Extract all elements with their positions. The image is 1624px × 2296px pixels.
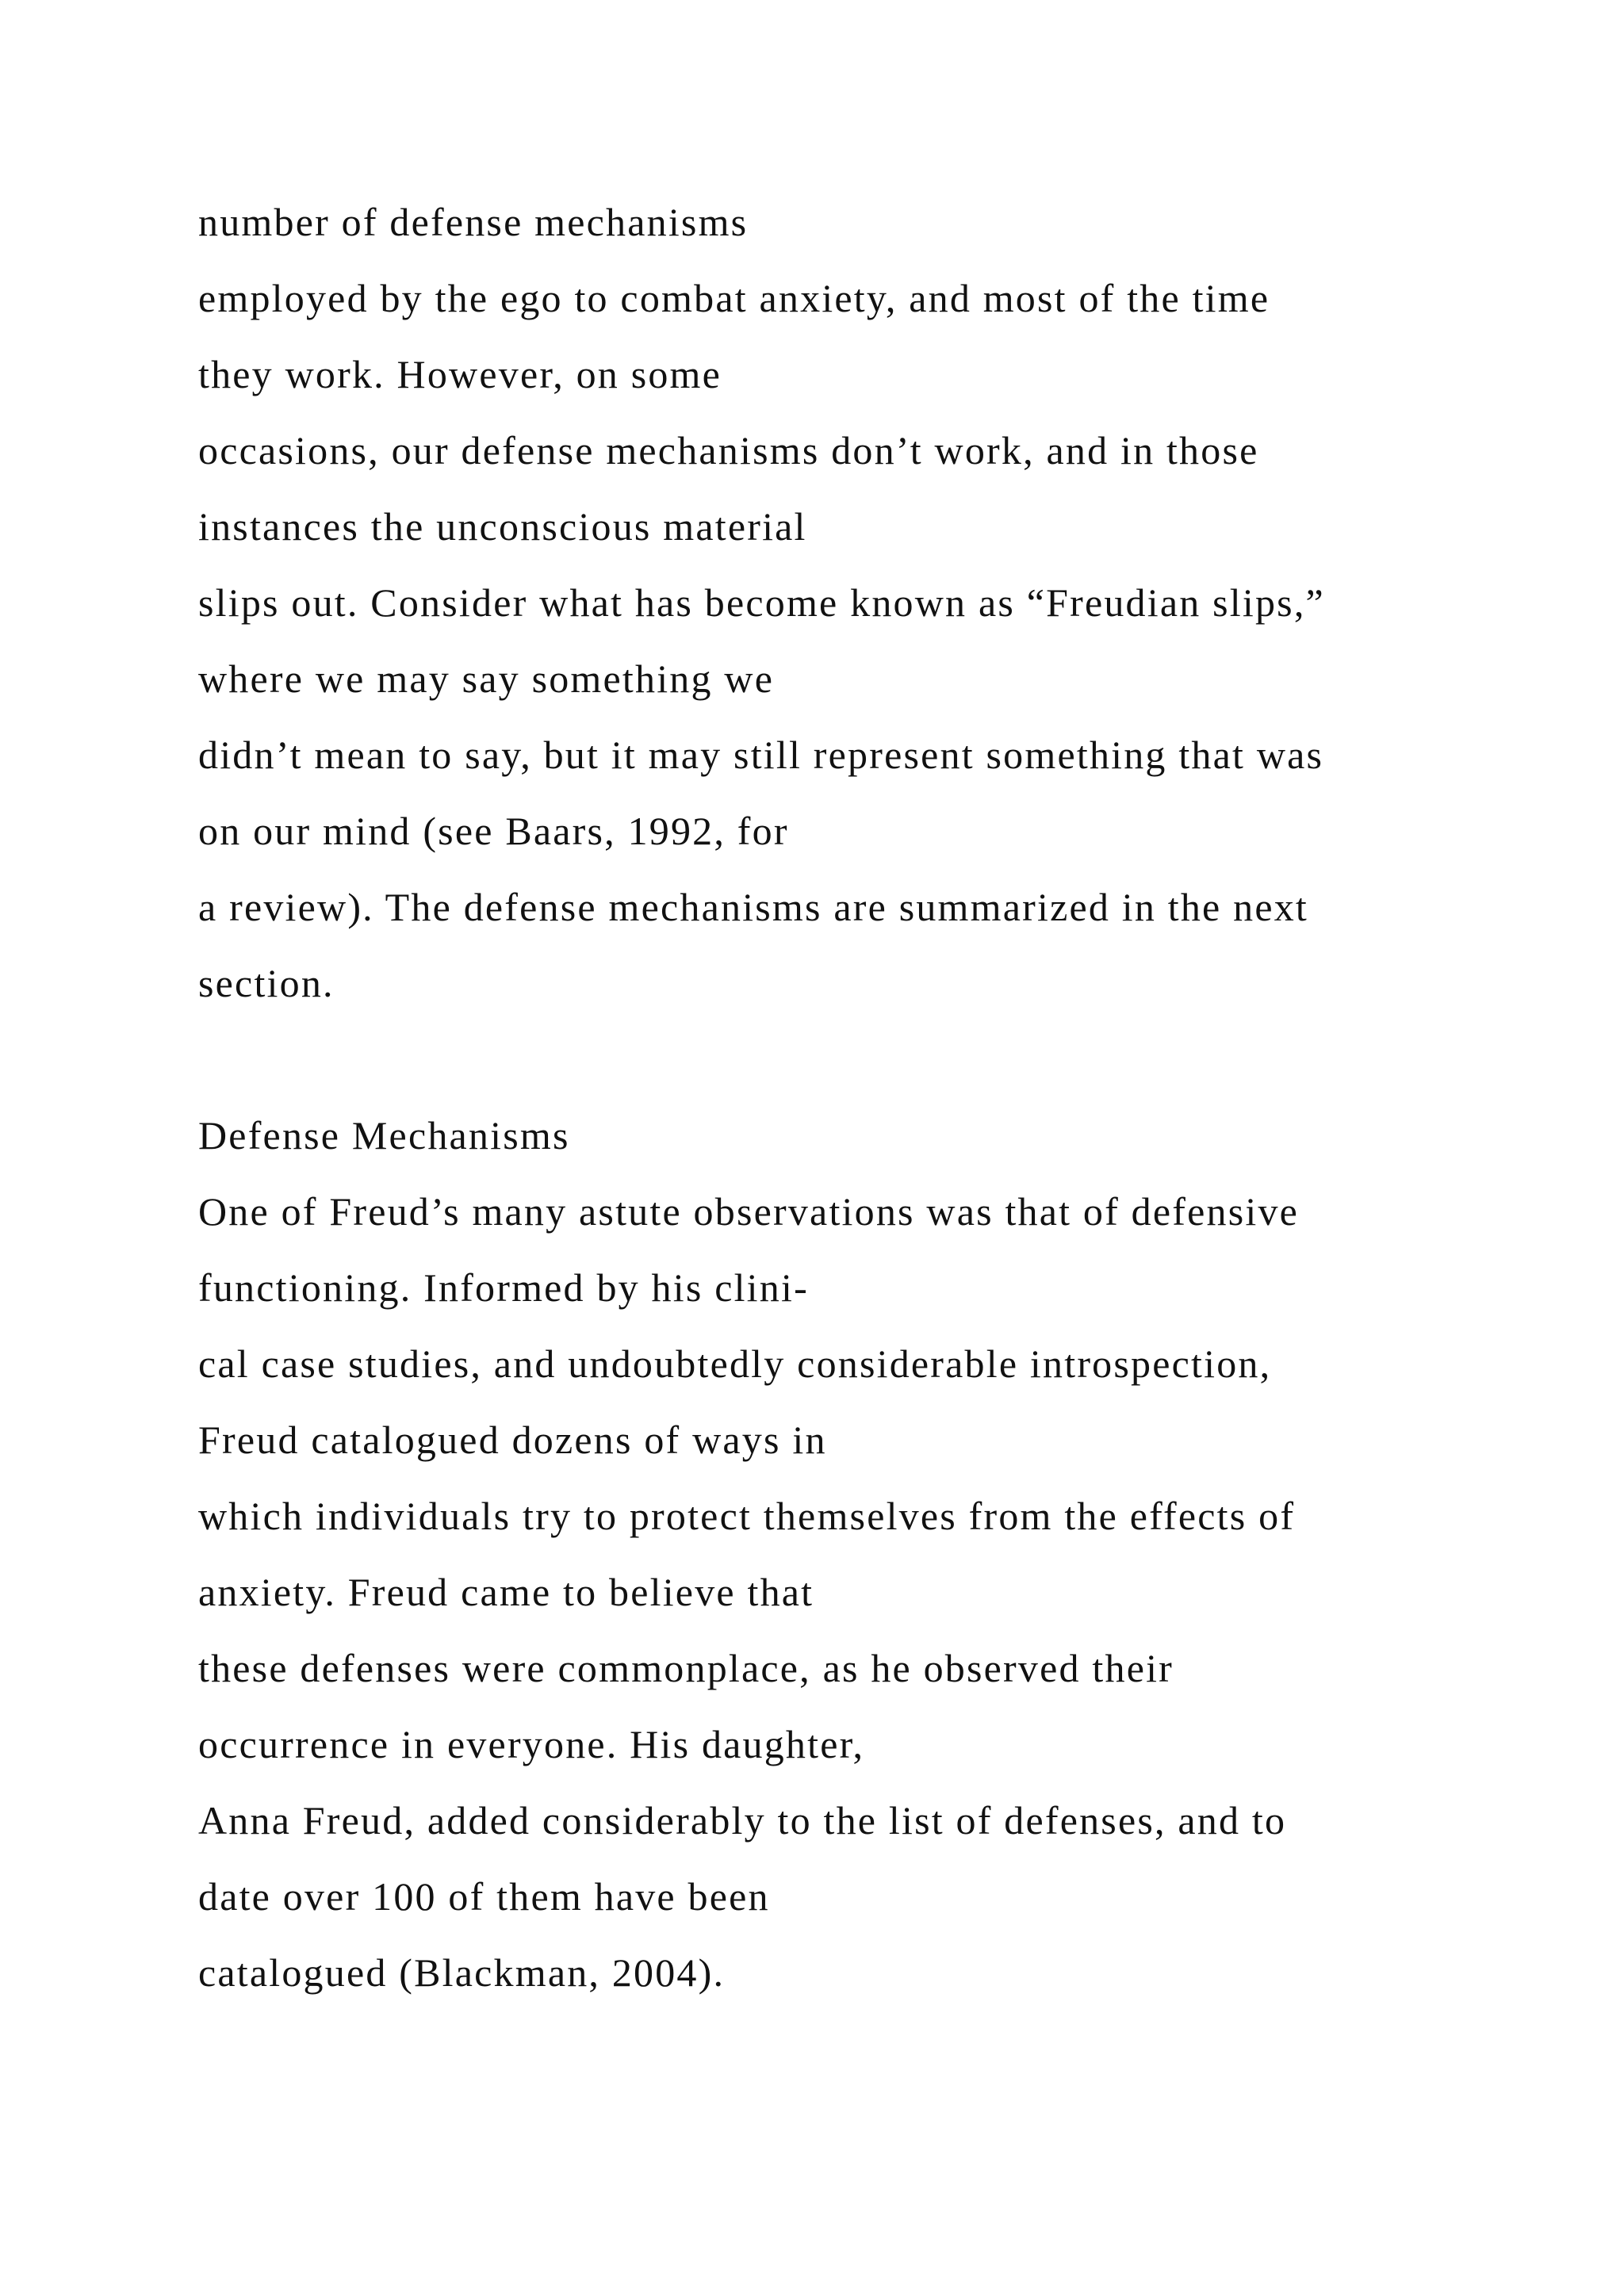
section-heading: Defense Mechanisms xyxy=(198,1113,570,1158)
text-line: catalogued (Blackman, 2004). xyxy=(198,1950,726,1995)
text-line: cal case studies, and undoubtedly considerable introspection, xyxy=(198,1341,1272,1386)
text-line: anxiety. Freud came to believe that xyxy=(198,1570,814,1614)
paragraph-defense-mechanisms xyxy=(198,1173,1515,2011)
text-line: they work. However, on some xyxy=(198,352,722,396)
text-line: employed by the ego to combat anxiety, and most of the time xyxy=(198,276,1270,320)
text-line: a review). The defense mechanisms are summarized in the next xyxy=(198,885,1309,929)
text-line: which individuals try to protect themselves from the effects of xyxy=(198,1494,1296,1538)
text-line: Anna Freud, added considerably to the list of defenses, and to xyxy=(198,1798,1287,1843)
text-line: One of Freud’s many astute observations was that of defensive xyxy=(198,1189,1300,1234)
text-line: where we may say something we xyxy=(198,656,775,701)
text-line: section. xyxy=(198,961,335,1005)
text-line: functioning. Informed by his clini- xyxy=(198,1265,809,1310)
text-line: occasions, our defense mechanisms don’t work, and in those xyxy=(198,428,1259,473)
text-line: slips out. Consider what has become known as “Freudian slips,” xyxy=(198,580,1325,625)
text-line: occurrence in everyone. His daughter, xyxy=(198,1722,865,1766)
text-line: on our mind (see Baars, 1992, for xyxy=(198,809,789,853)
text-line: date over 100 of them have been xyxy=(198,1874,770,1919)
text-line: instances the unconscious material xyxy=(198,504,807,549)
text-line: these defenses were commonplace, as he observed their xyxy=(198,1646,1174,1690)
text-line: didn’t mean to say, but it may still represent something that was xyxy=(198,733,1324,777)
text-line: number of defense mechanisms xyxy=(198,200,749,244)
document-body xyxy=(198,184,1515,2011)
text-line: Freud catalogued dozens of ways in xyxy=(198,1418,827,1462)
paragraph-defense-intro xyxy=(198,184,1515,1021)
paragraph-gap xyxy=(198,1021,1515,1097)
